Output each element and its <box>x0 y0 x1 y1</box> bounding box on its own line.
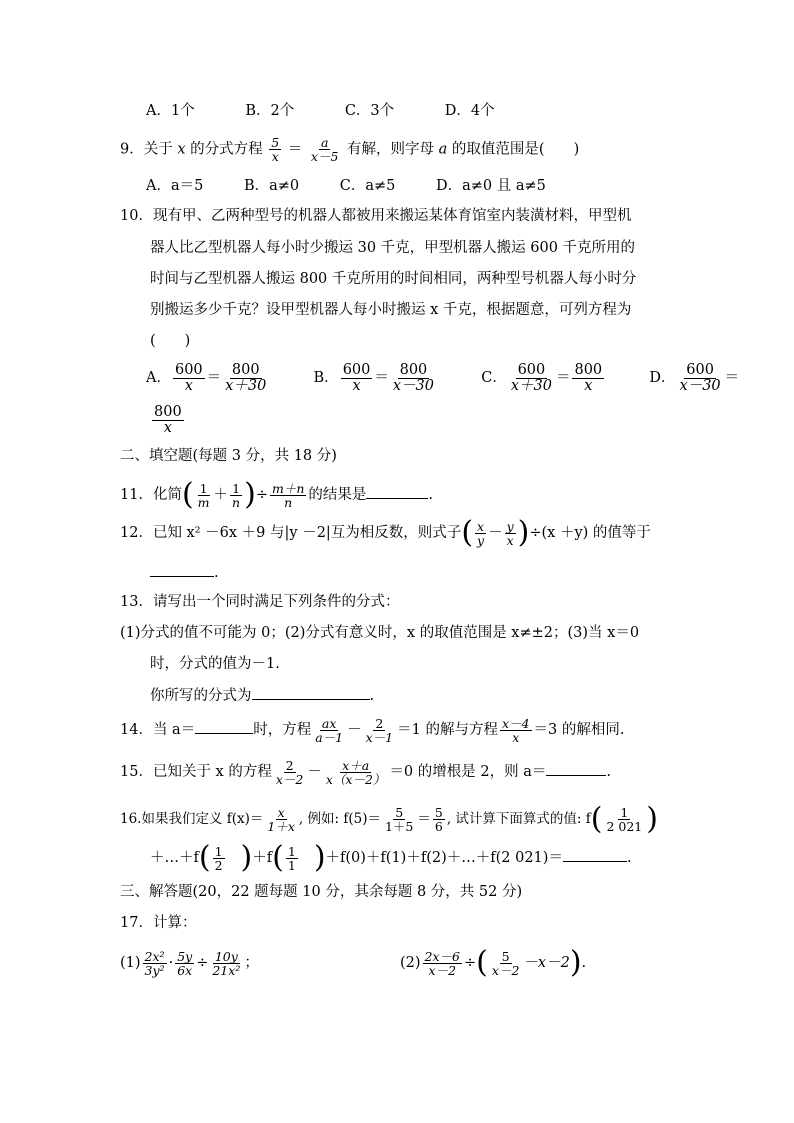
q9-stem <box>120 136 579 163</box>
q17-2-frac-2: $\frac{5}{x-2}$ <box>491 948 520 978</box>
q10-option-a: A． $\frac{600}{x}$ ＝ $\frac{800}{x+30}$ <box>146 361 267 394</box>
q11-frac-2: $\frac{1}{n}$ <box>232 480 241 510</box>
q9-suffix-2: 的取值范围是( ) <box>451 141 580 158</box>
q10-a-frac-2: $\frac{800}{x+30}$ <box>225 361 267 394</box>
q16-line-2: ＋…＋f( $\frac{1}{2}$ )＋f( $\frac{1}{1}$ )＋f(0)＋f(1)＋f(2)＋…＋f(2 021)＝ . <box>150 840 632 875</box>
q16-frac-4: $\frac{1}{2 021}$ <box>606 805 643 834</box>
q16-frac-6: $\frac{1}{1}$ <box>287 843 296 873</box>
q9-option-c: C．a≠5 <box>339 178 396 194</box>
q10-b-frac-2: $\frac{800}{x-30}$ <box>392 361 435 394</box>
q14: 14．当 a＝ 时，方程 $\frac{ax}{a-1}$ － $\frac{2}{x-1}$ ＝1 的解与方程 $\frac{x-4}{x}$ ＝3 的解相同. <box>120 715 625 745</box>
q10-line-3: 时间与乙型机器人搬运 800 千克所用的时间相同，两种型号机器人每小时分 <box>150 271 637 287</box>
q9-suffix-1: 有解，则字母 <box>347 141 435 158</box>
q11-frac-1: $\frac{1}{m}$ <box>197 480 210 510</box>
q11-answer-blank[interactable] <box>366 484 428 499</box>
q12-frac-2: $\frac{y}{x}$ <box>506 518 514 548</box>
q15-frac-1: $\frac{2}{x-2}$ <box>275 757 304 787</box>
q9-equals: ＝ <box>287 141 303 158</box>
q15-frac-2: $\frac{x+a}{x(x-2)}$ <box>325 757 386 787</box>
q8-option-d: D．4个 <box>444 103 495 119</box>
q13-title: 13．请写出一个同时满足下列条件的分式： <box>120 594 400 610</box>
q9-option-d: D．a≠0 且 a≠5 <box>435 178 546 194</box>
q16-frac-3: $\frac{5}{6}$ <box>434 805 443 834</box>
q10-c-frac-1: $\frac{600}{x+30}$ <box>510 361 552 394</box>
q9-var-a: a <box>438 141 448 158</box>
q8-option-c: C．3个 <box>344 103 395 119</box>
q10-line-4: 别搬运多少千克？设甲型机器人每小时搬运 x 千克，根据题意，可列方程为 <box>150 302 632 318</box>
q13-answer: 你所写的分式为 . <box>150 685 374 706</box>
q13-conditions-2: 时，分式的值为－1. <box>150 656 280 672</box>
q10-a-frac-1: $\frac{600}{x}$ <box>174 361 203 394</box>
q17-1-frac-2: $\frac{5y}{6x}$ <box>177 948 193 978</box>
q8-options <box>146 101 495 121</box>
q12: 12．已知 x² －6x ＋9 与|y －2|互为相反数，则式子( $\frac{x}{y}$ － $\frac{y}{x}$ )÷(x ＋y) 的值等于 <box>120 515 651 550</box>
q10-option-c: C． $\frac{600}{x+30}$ ＝ $\frac{800}{x}$ <box>481 361 603 394</box>
q9-fraction-1: $\frac{5}{x}$ <box>271 135 280 164</box>
q17-title: 17．计算： <box>120 915 197 931</box>
q10-d-frac-1: $\frac{600}{x-30}$ <box>679 361 721 394</box>
section-3-heading: 三、解答题(20，22 题每题 10 分，其余每题 8 分，共 52 分) <box>120 884 523 900</box>
q14-frac-2: $\frac{2}{x-1}$ <box>365 715 394 745</box>
q10-c-frac-2: $\frac{800}{x}$ <box>574 361 603 394</box>
q10-option-d-continued <box>150 400 186 440</box>
q11: 11．化简( $\frac{1}{m}$ ＋ $\frac{1}{n}$ )÷ $\frac{m+n}{n}$ 的结果是 . <box>120 477 433 512</box>
q16-frac-2: $\frac{5}{1+5}$ <box>384 805 414 834</box>
q12-frac-1: $\frac{x}{y}$ <box>477 518 485 548</box>
q15-answer-blank[interactable] <box>546 761 606 776</box>
q12-answer-line: . <box>150 562 219 583</box>
q16-frac-5: $\frac{1}{2}$ <box>214 843 223 873</box>
q8-option-b: B．2个 <box>245 103 295 119</box>
q9-options <box>146 176 546 196</box>
q13-conditions-1: (1)分式的值不可能为 0；(2)分式有意义时，x 的取值范围是 x≠±2；(3)当 x＝0 <box>120 625 640 641</box>
q14-answer-blank[interactable] <box>195 719 253 734</box>
q9-mid: 的分式方程 <box>190 141 263 158</box>
q16-answer-blank[interactable] <box>563 847 627 862</box>
q10-line-1: 10．现有甲、乙两种型号的机器人都被用来搬运某体育馆室内装潢材料，甲型机 <box>120 208 632 224</box>
q17-part-2: (2) $\frac{2x-6}{x-2}$ ÷( $\frac{5}{x-2}$ －x－2). <box>400 945 587 980</box>
q9-prefix: 9．关于 <box>120 141 173 158</box>
q8-option-a: A．1个 <box>146 103 195 119</box>
section-2-heading: 二、填空题(每题 3 分，共 18 分) <box>120 448 337 464</box>
q9-var-x: x <box>177 141 186 158</box>
q13-answer-blank[interactable] <box>252 685 370 700</box>
q17-1-frac-1: $\frac{\text{2x²}}{\text{3y²}}$ <box>144 948 165 978</box>
q10-options <box>146 358 739 398</box>
q10-option-d: D． $\frac{600}{x-30}$ ＝ <box>649 361 740 394</box>
q9-option-a: A．a＝5 <box>146 178 204 194</box>
q10-d-frac-2: $\frac{800}{x}$ <box>154 403 182 436</box>
q16-line-1: 16.如果我们定义 f(x)＝ $\frac{x}{1+x}$ , 例如: f(5)＝ $\frac{5}{1+5}$ ＝ $\frac{5}{6}$ , 试计算下面算式的值: f( $\frac{1}{2 021}$ ) <box>120 801 658 837</box>
q10-b-frac-1: $\frac{600}{x}$ <box>342 361 371 394</box>
q15: 15．已知关于 x 的方程 $\frac{2}{x-2}$ － $\frac{x+a}{x(x-2)}$ ＝0 的增根是 2，则 a＝ . <box>120 757 611 787</box>
q10-line-5: ( ) <box>150 333 191 349</box>
q10-option-b: B． $\frac{600}{x}$ ＝ $\frac{800}{x-30}$ <box>313 361 435 394</box>
q9-fraction-2: $\frac{a}{x-5}$ <box>310 135 339 164</box>
q14-frac-3: $\frac{x-4}{x}$ <box>501 715 530 745</box>
q11-frac-3: $\frac{m+n}{n}$ <box>271 480 305 510</box>
q16-frac-1: $\frac{x}{1+x}$ <box>267 805 295 834</box>
q17-1-frac-3: $\frac{10y}{\text{21x²}}$ <box>212 948 241 978</box>
q10-line-2: 器人比乙型机器人每小时少搬运 30 千克，甲型机器人搬运 600 千克所用的 <box>150 240 636 256</box>
q9-option-b: B．a≠0 <box>243 178 300 194</box>
q12-answer-blank[interactable] <box>150 562 214 577</box>
q14-frac-1: $\frac{ax}{a-1}$ <box>315 715 344 745</box>
q17-part-1: (1) $\frac{\text{2x²}}{\text{3y²}}$ · $\frac{5y}{6x}$ ÷ $\frac{10y}{\text{21x²}}$ ； <box>120 948 259 978</box>
q17-2-frac-1: $\frac{2x-6}{x-2}$ <box>424 948 461 978</box>
